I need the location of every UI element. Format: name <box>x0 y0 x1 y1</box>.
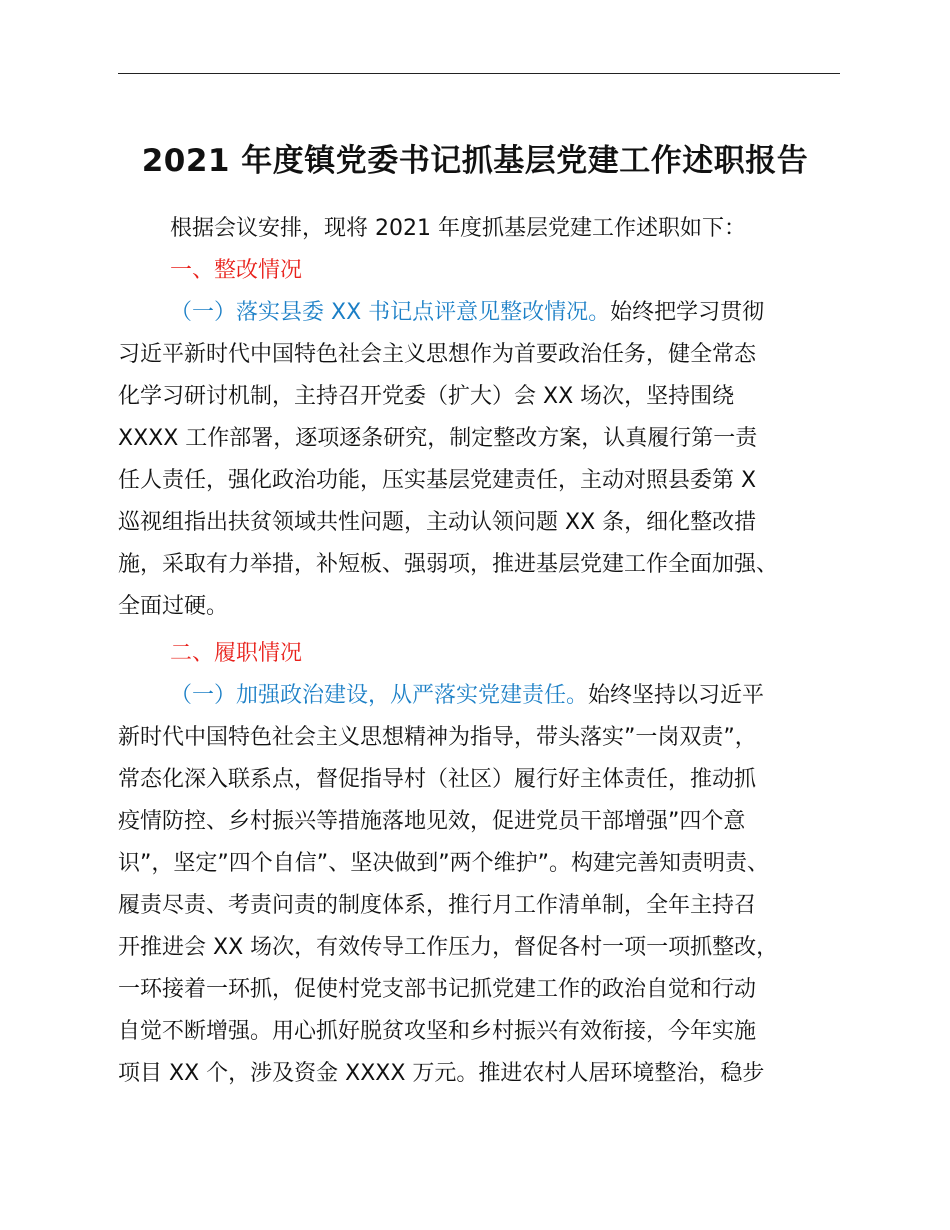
paragraph-line: 习近平新时代中国特色社会主义思想作为首要政治任务，健全常态 <box>118 342 757 367</box>
intro-paragraph: 根据会议安排，现将 2021 年度抓基层党建工作述职如下： <box>170 216 746 241</box>
paragraph-line: 识”，坚定”四个自信”、坚决做到”两个维护”。构建完善知责明责、 <box>118 851 769 876</box>
section-heading-rectification: 一、整改情况 <box>170 258 303 283</box>
paragraph-text: 始终把学习贯彻 <box>610 300 765 325</box>
paragraph-line: XXXX 工作部署，逐项逐条研究，制定整改方案，认真履行第一责 <box>118 426 758 451</box>
paragraph-line: 新时代中国特色社会主义思想精神为指导，带头落实”一岗双责”， <box>118 725 757 750</box>
paragraph-line: 全面过硬。 <box>118 594 229 619</box>
subsection-heading: （一）落实县委 XX 书记点评意见整改情况。 <box>170 300 611 325</box>
paragraph-line: 疫情防控、乡村振兴等措施落地见效，促进党员干部增强”四个意 <box>118 809 746 834</box>
paragraph-line: 自觉不断增强。用心抓好脱贫攻坚和乡村振兴有效衔接，今年实施 <box>118 1019 757 1044</box>
paragraph-line: 化学习研讨机制，主持召开党委（扩大）会 XX 场次，坚持围绕 <box>118 384 735 409</box>
document-title: 2021 年度镇党委书记抓基层党建工作述职报告 <box>141 143 809 179</box>
paragraph-line: 项目 XX 个，涉及资金 XXXX 万元。推进农村人居环境整治，稳步 <box>118 1061 765 1086</box>
paragraph-line: 履责尽责、考责问责的制度体系，推行月工作清单制，全年主持召 <box>118 893 757 918</box>
paragraph-text: 始终坚持以习近平 <box>588 683 765 708</box>
subsection-heading: （一）加强政治建设，从严落实党建责任。 <box>170 683 589 708</box>
paragraph-line: 任人责任，强化政治功能，压实基层党建责任，主动对照县委第 X <box>118 468 757 493</box>
paragraph-line: 巡视组指出扶贫领域共性问题，主动认领问题 XX 条，细化整改措 <box>118 510 757 535</box>
section-heading-duties: 二、履职情况 <box>170 641 303 666</box>
paragraph-line: 开推进会 XX 场次，有效传导工作压力，督促各村一项一项抓整改， <box>118 935 779 960</box>
paragraph-line: 施，采取有力举措，补短板、强弱项，推进基层党建工作全面加强、 <box>118 552 779 577</box>
paragraph-line: 一环接着一环抓，促使村党支部书记抓党建工作的政治自觉和行动 <box>118 977 757 1002</box>
paragraph-line: 常态化深入联系点，督促指导村（社区）履行好主体责任，推动抓 <box>118 767 757 792</box>
header-rule <box>118 73 840 74</box>
paragraph-line <box>118 675 858 717</box>
paragraph-line <box>118 292 858 334</box>
document-body <box>118 208 858 1095</box>
